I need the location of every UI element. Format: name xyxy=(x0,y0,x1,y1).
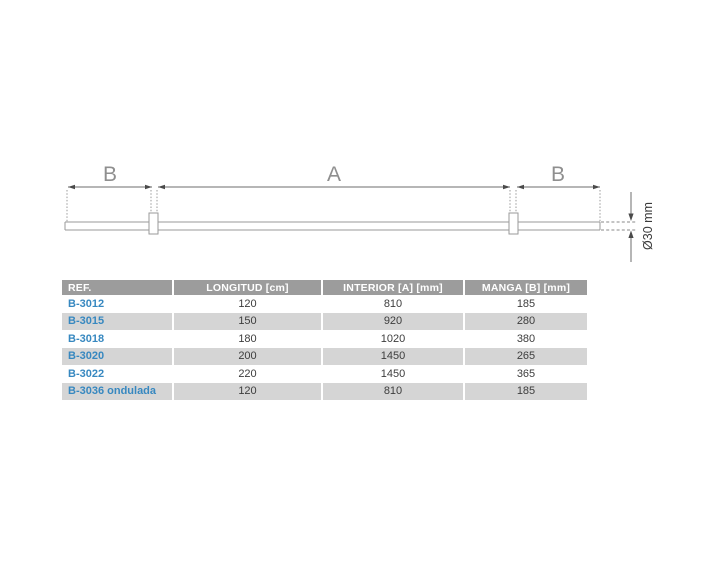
spec-table xyxy=(62,280,587,400)
value-cell: 810 xyxy=(323,295,465,313)
header-manga: MANGA [B] [mm] xyxy=(481,281,571,294)
value-cell: 365 xyxy=(465,365,587,383)
value-cell: 280 xyxy=(465,313,587,331)
dim-label-b-left: B xyxy=(102,163,118,186)
table-row xyxy=(62,295,587,313)
table-row xyxy=(62,330,587,348)
header-longitud: LONGITUD [cm] xyxy=(174,280,323,295)
diameter-label: Ø30 mm xyxy=(641,202,655,250)
table-row xyxy=(62,348,587,366)
value-cell: 185 xyxy=(465,383,587,401)
value-cell: 1450 xyxy=(323,365,465,383)
table-row xyxy=(62,365,587,383)
value-cell: 120 xyxy=(174,383,323,401)
value-cell: 200 xyxy=(174,348,323,366)
value-cell: 1020 xyxy=(323,330,465,348)
ref-cell: B-3022 xyxy=(62,365,174,383)
value-cell: 220 xyxy=(174,365,323,383)
dim-label-b-right: B xyxy=(550,163,566,186)
table-row xyxy=(62,383,587,401)
dim-label-a: A xyxy=(326,163,342,186)
diameter-projection-lines xyxy=(601,222,637,230)
value-cell: 120 xyxy=(174,295,323,313)
extension-lines xyxy=(67,190,600,222)
value-cell: 810 xyxy=(323,383,465,401)
collar-right xyxy=(509,213,518,234)
ref-cell: B-3020 xyxy=(62,348,174,366)
table-header-row xyxy=(62,280,587,295)
header-ref: REF. xyxy=(62,280,174,295)
value-cell: 920 xyxy=(323,313,465,331)
table-row xyxy=(62,313,587,331)
value-cell: 380 xyxy=(465,330,587,348)
ref-cell: B-3036 ondulada xyxy=(62,383,174,401)
ref-cell: B-3018 xyxy=(62,330,174,348)
bar-outline xyxy=(65,222,600,230)
value-cell: 1450 xyxy=(323,348,465,366)
value-cell: 265 xyxy=(465,348,587,366)
ref-cell: B-3015 xyxy=(62,313,174,331)
value-cell: 150 xyxy=(174,313,323,331)
value-cell: 185 xyxy=(465,295,587,313)
collar-left xyxy=(149,213,158,234)
bar-diagram xyxy=(0,0,720,272)
value-cell: 180 xyxy=(174,330,323,348)
header-interior: INTERIOR [A] [mm] xyxy=(323,280,465,295)
ref-cell: B-3012 xyxy=(62,295,174,313)
